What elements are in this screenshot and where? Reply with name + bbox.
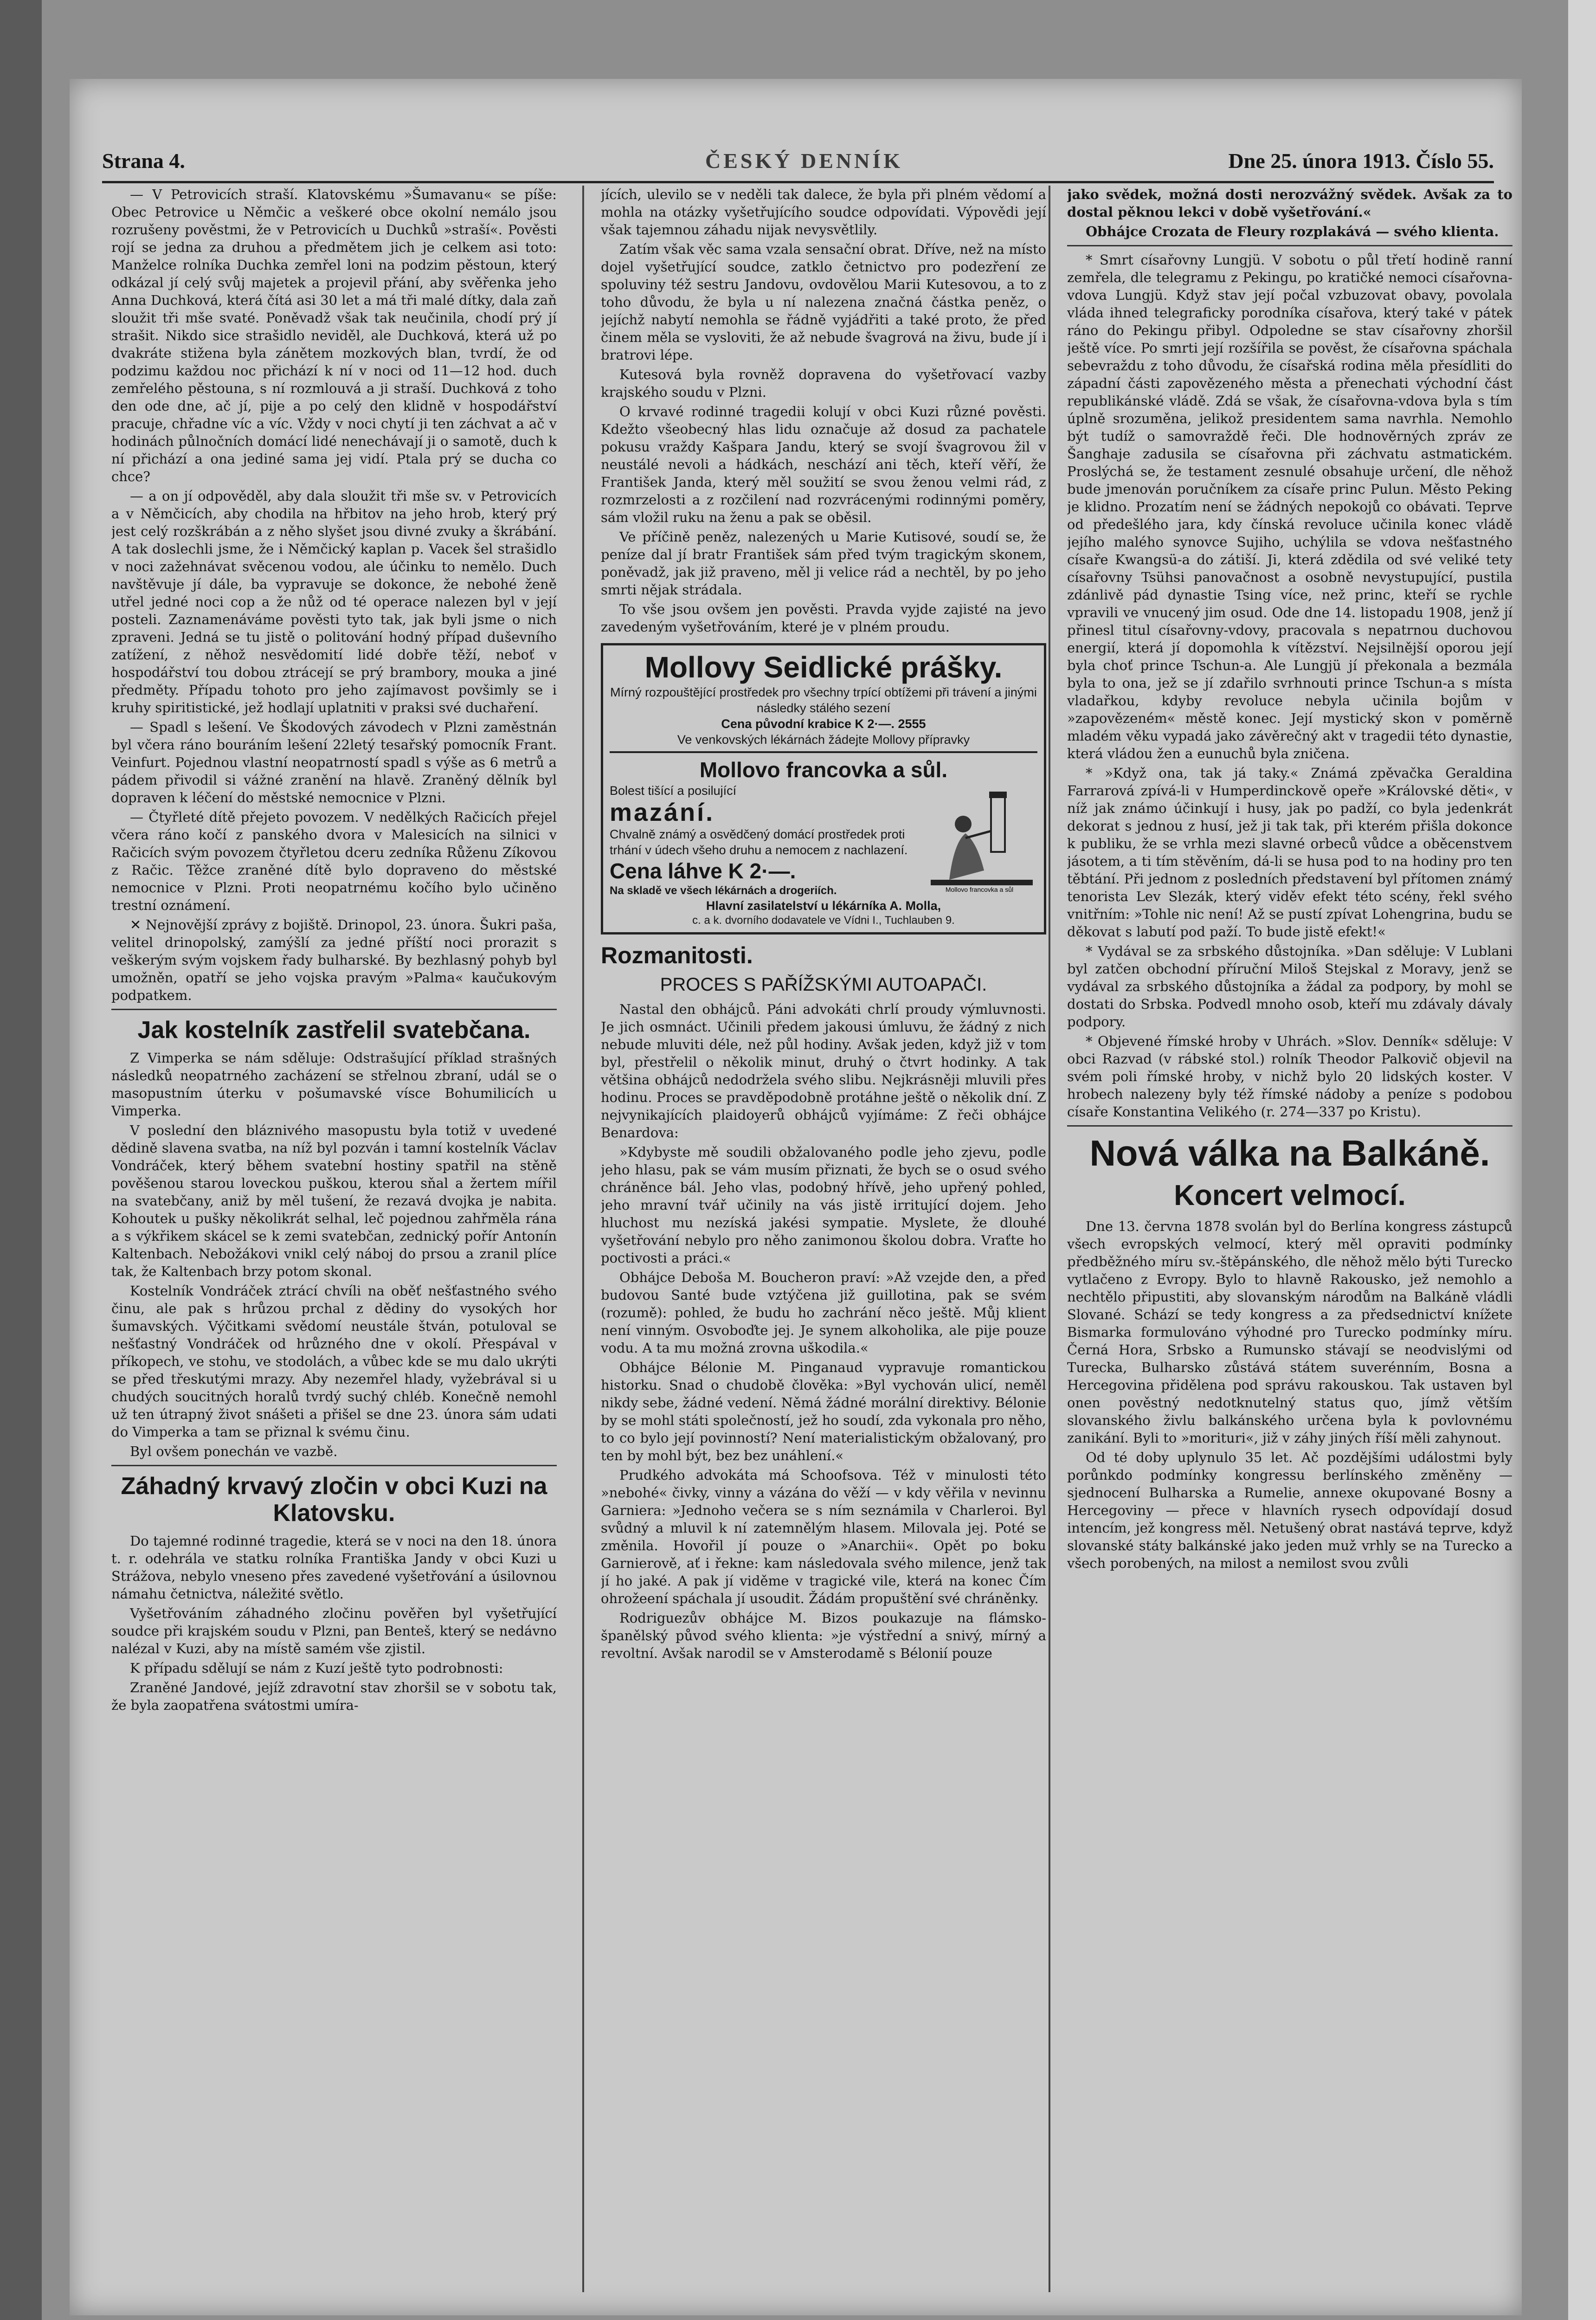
headline-kuzi: Záhadný krvavý zločin v obci Kuzi na Klatovsku. (121, 1473, 547, 1527)
article-kuzi-cont-6: To vše jsou ovšem jen pověsti. Pravda vyjde zajisté na jevo zavedeným vyšetřováním, které je v plném proudu. (601, 601, 1046, 635)
subheadline-koncert: Koncert velmocí. (1174, 1179, 1406, 1212)
article-kuzi-cont-3: Kutesová byla rovněž dopravena do vyšetřovací vazby krajského soudu v Plzni. (601, 367, 1046, 400)
ad-body (610, 783, 1037, 898)
article-bojiste: ✕ Nejnovější zprávy z bojiště. Drinopol, 23. února. Šukri paša, velitel drinopolský, zamýšlí za jedné příští noci prorazit s veškerým svým vojskem řady bulharské. By bezhlasný pohyb byl umožněn, opatří se jeho vojska pravým »Palma« kaučukovým podpatkem. (111, 917, 557, 1003)
article-proces-2: »Kdybyste mě soudili obžalovaného podle jeho zjevu, podle jeho hlasu, pak se vám musím přiznati, že bych se o osud svého chráněnce bál. Jeho vlas, podobný hřívě, jeho upřený pohled, jeho mravní tvář učinily na vás jistě irritující dojem. Jeho hluchost mu nezíská jakési sympatie. Myslete, že dlouhé vyšetřování nebylo pro něho zanimonou školou dobra. Vraťte ho poctivosti a práci.« (601, 1144, 1046, 1266)
article-proces-6: Rodriguezův obhájce M. Bizos poukazuje na flámsko-španělský původ svého klienta: »je výstřední a snivý, mírný a revoltní. Avšak narodil se v Amsterodamě s Bélonií pouze (601, 1610, 1046, 1661)
article-kostelnik-3: Kostelník Vondráček ztrácí chvíli na oběť nešťastného svého činu, ale pak s hrůzou prchal z dědiny do vysokých hor šumavských. Výčitkami svědomí neustále štván, potuloval se nešťastný Vondráček od hrůzného dne v okolí. Přespával v příkopech, ve stohu, ve stodolách, a vůbec kde se mu dalo ukrýti se před třeskutými mrazy. Aby nezemřel hlady, vyžebrával si u chudých soucitných horalů tvrdý suchý chléb. Konečně nemohl už ten útrapný život snášeti a přišel se dne 23. února sám udati do Vimperka a tam se přiznal k svému činu. (111, 1283, 557, 1440)
article-lungju: * Smrt císařovny Lungjü. V sobotu o půl třetí hodině ranní zemřela, dle telegramu z Pekingu, po kratičké nemoci císařovna-vdova Lungjü. Když stav její počal vzbuzovat obavy, povolala vláda ihned telegraficky porodníka císařova, který také v pátek ráno do Pekingu přibyl. Odpoledne se stav císařovny zhoršil ještě více. Po smrti její rozšířila se pověst, že císařovna spáchala sebevraždu z toho důvodu, že císařská rodina měla přesídliti do západní části zapovězeného města a přenechati východní část republikánské vládě. Zdá se však, že císařovna-vdova byla s tím úplně srozuměna, jelikož presidentem sama navrhla. Nemohlo být tudíž o samovraždě řeči. Dle hodnověrných zpráv ze Šanghaje zadusila se císařovna při záchvatu astmatickém. Proslýchá se, že testament zesnulé obsahuje určení, dle něhož bude jmenován poručníkem za císaře princ Pulun. Město Peking je klidno. Prozatím není se žádných nepokojů co obávati. Teprve od předešlého jara, kdy čínská revoluce učinila konec vládě jejího malého synovce Sujiho, uchýlila se vdova nešťastného císaře Kwangsü-a do zátiší. Ji, která zdědila od své veliké tety císařovny Tsühsi panovačnost a osobně nevystupující, pustila zdánlivě pád dynastie Tsing více, než princ, kteří se rychle vpravili ve vnucený jim osud. Ode dne 14. listopadu 1908, jenž jí přinesl titul císařovny-vdovy, pracovala s nepatrnou duchovou energií, která jí dopomohla k vítězství. Nejsilnější oporou její byla choť prince Tschun-a. Ale Lungjü jí překonala a bezmála byla to ona, jež se jí zdařilo svrhnouti prince Tschun-a s místa vladařkou, kdyby revoluce nebyla učinila bojům v »zapovězeném« městě konec. Její mystický skon v poměrně mladém věku vypadá jako závěrečný akt v tragedii této dynastie, která vládou žen a eunuchů byla zničena. (1067, 252, 1512, 761)
ad-stores: Na skladě ve všech lékárnách a drogeriích. (610, 884, 837, 897)
article-kostelnik-2: V poslední den bláznivého masopustu byla totiž v uvedené dědině slavena svatba, na níž byl pozván i tamní kostelník Václav Vondráček, který během svatební hostiny spatřil na stěně pověšenou starou loveckou puškou, kterou sňal a žertem mířil na svatebčany, aniž by měl tušení, že rezavá dvojka je nabita. Kohoutek u pušky několikrát selhal, leč pojednou zahřměla rána a s výkřikem skácel se k zemi svatebčan, zednický pořír Antonín Kaltenbach. Nebožákovi vnikl celý náboj do prsou a zranil plíce tak, že Kaltenbach brzy potom skonal. (111, 1122, 557, 1279)
ad-bolest: Bolest tišící a posilující (610, 784, 737, 798)
divider (111, 1009, 557, 1010)
article-kuzi-1: Do tajemné rodinné tragedie, která se v noci na den 18. února t. r. odehrála ve statku rolníka Františka Jandy v obci Kuzi u Strážova, nebylo vneseno přes zavedené vyšetřování a úsilovnou námahu četnictva, náležité světlo. (111, 1533, 557, 1602)
headline-balkan: Nová válka na Balkáně. (1089, 1133, 1490, 1173)
issue-date: Dne 25. února 1913. Číslo 55. (1228, 149, 1494, 173)
newspaper-title: ČESKÝ DENNÍK (705, 149, 903, 173)
article-proces-cont: jako svědek, možná dosti nerozvážný svědek. Avšak za to dostal pěknou lekci v době vyšetřování.« (1067, 187, 1512, 220)
divider (1067, 1125, 1512, 1127)
column-1 (111, 186, 557, 2301)
column-rule (582, 186, 584, 2292)
section-rozmanitosti: Rozmanitosti. (601, 942, 753, 968)
article-spadl: — Spadl s lešení. Ve Škodových závodech v Plzni zaměstnán byl včera ráno bouráním lešení 22letý tesařský pomocník Frant. Veinfurt. Pojednou vlastní neopatrností spadl s výše as 6 metrů a pádem přivodil si vážné zranění na hlavě. Zraněný dělník byl dopraven k léčení do městské nemocnice v Plzni. (111, 719, 557, 806)
article-proces-4: Obhájce Bélonie M. Pinganaud vypravuje romantickou historku. Snad o chudobě člověka: »Byl vychován ulicí, neměl nikdy sebe, žádné vedení. Němá žádné morální direktivy. Bélonie by se mohl státi společností, jež ho soudí, zda vykonala pro něho, to co bylo její povinností? Není materialistickým obžalovaný, pro ten by mohl být, bez bez unáhlení.« (601, 1360, 1046, 1463)
article-proces-1: Nastal den obhájců. Páni advokáti chrlí proudy výmluvnosti. Je jich osmnáct. Učinili předem jakousi úmluvu, že žádný z nich nebude mluviti déle, než půl hodiny. Avšak jeden, když již v tom byl, přestřelil o několik minut, druhý o čtvrt hodinky. A tak většina obhájců nedodržela svého slibu. Nejkrásněji mluvili přes hodinu. Proces se pravděpodobně protáhne ještě o několik dní. Z nejvynikajících plaidoyerů obhájců vyjímáme: Z řeči obhájce Benardova: (601, 1001, 1046, 1141)
ad-headquarters: Hlavní zasilatelství u lékárníka A. Molla, (706, 899, 941, 913)
article-balkan-2: Od té doby uplynulo 35 let. Ač pozdějšími událostmi byly porůnkdo podmínky kongressu berlínského změněny — sjednocení Bulharska a Rumelie, annexe okupované Bosny a Hercegoviny — přece v hlavních rysech odpovídají dosud intencím, jež kongress měl. Netušený obrat nastává teprve, když slovanské státy balkánské jako jeden muž vrhly se na Turecko a všech porobených, na milost a nemilost svou zvůli (1067, 1450, 1512, 1571)
article-proces-5: Prudkého advokáta má Schoofsova. Též v minulosti této »nebohé« čivky, vinny a vázána do věží — v kdy věřila v nevinnu Garniera: »Jednoho večera se s ním seznámila v Charleroi. Byl svůdný a mluvil k ní zatemnělým hlasem. Milovala jej. Poté se změnila. Hovořil jí pouze o »Anarchii«. Opět po boku Garnierově, ať i řekne: kam následovala svého milence, jenž tak jí ho jaké. A pak jí viděme v tragické vile, která na konec Čím ohrožeení spáchala jí usoudit. Žádám propuštění své chráněnky. (601, 1467, 1046, 1606)
article-kuzi-cont-2: Zatím však věc sama vzala sensační obrat. Dříve, než na místo dojel vyšetřující soudce, zatklo četnictvo pro podezření ze spoluviny též sestru Jandovu, ovdovělou Marii Kutesovou, a to z toho důvodu, že byla u ní nalezena značná částka peněz, o jejíchž nabytí nemohla se řádně vyjádřiti a také proto, že před činem měla se vysloviti, že až nebude švagrová na živu, bude jí i bratrovi lépe. (601, 241, 1046, 363)
scan-right-edge (1568, 0, 1596, 2320)
column-2 (601, 186, 1046, 2301)
article-kuzi-cont-4: O krvavé rodinné tragedii kolují v obci Kuzi různé pověsti. Kdežto všeobecný hlas lidu označuje až dosud za pachatele pokusu vraždy Kašpara Jandu, který se svojí švagrovou žil v neustálé nevoli a hádkách, neschází ani těch, kteří věří, že František Janda, který měl soužití se svou ženou velmi rád, z rozmrzelosti a z rozčilení nad rozvrácenými rodinnými poměry, sám vložil ruku na ženu a pak se oběsil. (601, 404, 1046, 525)
article-proces-3: Obhájce Deboša M. Boucheron praví: »Až vzejde den, a před budovou Santé bude vztýčena již guillotina, pak se svém (rozumě): pohled, že budu ho zachrání něco ještě. Můj klient není vinným. Osvoboďte jej. Je synem alkoholika, ale pije pouze vodu. A ta mu možná zrovna uškodila.« (601, 1270, 1046, 1356)
advertisement-moll (601, 643, 1046, 934)
article-petrovice-cont: — a on jí odpověděl, aby dala sloužit tři mše sv. v Petrovicích a v Němčicích, aby chodila na hřbitov na jeho hrob, který prý jest celý rozškrábán a z něho slyšet jsou divné zvuky a škrábání. A tak doslechli jsme, že i Němčický kaplan p. Vacek šel strašidlo v noci zažehnávat svěcenou vodou, ale účinku to nemělo. Duch navštěvuje jí dále, ba vypravuje se dokonce, že nebohé ženě utřel jedné noci cop a že nůž od té operace nalezen byl v její posteli. Zaznamenáváme pověsti tyto tak, jak byli jsme o nich zpraveni. Jedná se tu jistě o politování hodný případ duševního zatížení, z něhož nesvědomití lidé dobře těží, neboť v hospodářství tou dobou ztrácejí se prý brambory, mouka a jiné předměty. Případu tohoto pro jeho zajímavost povšimly se i kruhy spiritistické, jež hodlají uplatniti v praksi své duchaření. (111, 488, 557, 715)
article-rimske-hroby: * Objevené římské hroby v Uhrách. »Slov. Denník« sděluje: V obci Razvad (v rábské stol.) rolník Theodor Palkovič objevil na svém poli římské hroby, v nichž bylo 20 lidských koster. V hrobech nalezeny byly též římské nádoby a peníze s podobou císaře Konstantina Velikého (r. 274—337 po Kristu). (1067, 1033, 1512, 1120)
ad-divider (610, 751, 1037, 753)
article-kuzi-cont-5: Ve příčině peněz, nalezených u Marie Kutisové, soudí se, že peníze dal jí bratr František sám před tvým tragickým skonem, poněvadž, jak již praveno, měl ji velice rád a nechtěl, by po jeho smrti nějak strádala. (601, 529, 1046, 598)
divider (111, 1465, 557, 1466)
article-kuzi-2: Vyšetřováním záhadného zločinu pověřen byl vyšetřující soudce při krajském soudu v Plzni, pan Benteš, který se nedávno nalézal v Kuzi, aby na místě samém vše zjistil. (111, 1605, 557, 1656)
article-dite: — Čtyřleté dítě přejeto povozem. V nedělkých Račicích přejel včera ráno kočí z panského dvora v Malesicích na silnici v Račicích svým povozem čtyřletou dceru zedníka Růženu Zíkovou z Račic. Těžce zraněné dítě bylo dopraveno do městské nemocnice v Plzni. Proti neopatrnému kočího bylo učiněno trestní oznámení. (111, 809, 557, 913)
scan-left-edge (0, 0, 42, 2320)
ad-price-2: Cena láhve K 2·—. (610, 859, 796, 883)
article-kuzi-4: Zraněné Jandové, jejíž zdravotní stav zhoršil se v sobotu tak, že byla zaopatřena svátostmi umíra- (111, 1680, 557, 1713)
article-proces-end: Obhájce Crozata de Fleury rozplakává — svého klienta. (1086, 224, 1499, 239)
ad-line-2: Ve venkovských lékárnách žádejte Mollovy přípravky (677, 733, 970, 747)
ad-figure-label: Mollovo francovka a sůl (945, 886, 1014, 893)
ad-address: c. a k. dvorního dodavatele ve Vídni I., Tuchlauben 9. (692, 914, 955, 927)
ad-title-seidlitz: Mollovy Seidlické prášky. (644, 651, 1003, 684)
article-farrar: * »Když ona, tak já taky.« Známá zpěvačka Geraldina Farrarová zpívá-li v Humperdinckově opeře »Královské děti«, v níž jak známo účinkují i husy, jak po padží, co byla jedenkrát dekorat s jednou z husí, jež ji tak tak, při kterém přišla dokonce k publiku, že se vrhla mezi slavné orbeců vůdce a oběcenstvem jásotem, a ti tím stěvěním, dá-li se husa pod to na hodiny pro ten těbtání. Při jednom z posledních představení byl přítomen známý tenorista Lev Slezák, který viděv efekt této scény, řekl svého vnitřním: »Tohle nic není! Až se pustí zpívat Lohengrina, budu se děkovat s labutí pod paží. To bude jistě efekt!« (1067, 765, 1512, 940)
article-petrovice: — V Petrovicích straší. Klatovskému »Šumavanu« se píše: Obec Petrovice u Němčic a veškeré obce okolní nemálo jsou rozrušeny pověstmi, že v Petrovicích u Duchků »straší«. Pověsti rojí se jedna za druhou a předmětem jich je celkem asi toto: Manželce rolníka Duchka zemřel loni na podzim pěstoun, který odkázal jí celý svůj majetek a projevil přání, aby svěřenka jeho Anna Duchková, která čítá asi 30 let a má tři malé dítky, dala zaň sloužit tři mše svaté. Poněvadž však tak neučinila, chodí prý jí strašit. Nikdo sice strašidlo neviděl, ale Duchková, která už po dvakráte stižena byla zánětem mozkových blan, tvrdí, že od podzimu každou noc přichází k ní v noci od 11—12 hod. duch zemřelého pěstouna, s ní rozmlouvá a ji straší. Duchková z toho den ode dne, ač jí, pije a po celý den klidně v hospodářství pracuje, chřadne víc a víc. Vždy v noci chytí ji ten záchvat a ač v hodinách půlnočních domácí lidé nenechávají ji o samotě, duch k ní přichází a ona jediné sama jej vidí. Ptala prý se ducha co chce? (111, 187, 557, 484)
column-3 (1067, 186, 1512, 2301)
article-kostelnik-4: Byl ovšem ponechán ve vazbě. (130, 1444, 338, 1459)
headline-proces: PROCES S PAŘÍŽSKÝMI AUTOAPAČI. (660, 974, 987, 995)
headline-kostelnik: Jak kostelník zastřelil svatebčana. (137, 1017, 531, 1044)
ad-price-1: Cena původní krabice K 2·—. 2555 (721, 717, 926, 731)
article-kuzi-3: K případu sdělují se nám z Kuzí ještě tyto podrobnosti: (130, 1660, 503, 1676)
page-number: Strana 4. (102, 149, 185, 173)
ad-desc: Chvalně známý a osvědčený domácí prostředek proti trhání v údech všeho druhu a nemocem z nachlazení. (610, 827, 908, 857)
article-kostelnik-1: Z Vimperka se nám sděluje: Odstrašující příklad strašných následků neopatrného zacházení se střelnou zbraní, udál se o masopustním úterku v pošumavské vísce Bohumilicích u Vimperka. (111, 1050, 557, 1119)
article-kuzi-cont-1: jících, ulevilo se v neděli tak dalece, že byla při plném vědomí a mohla na otázky vyšetřujícího soudce odpovídati. Výpovědi její však tajemnou záhadu nijak nevysvětlily. (601, 187, 1046, 238)
column-rule (1049, 186, 1050, 2292)
masthead (102, 148, 1494, 183)
ad-illustration-icon (921, 787, 1037, 894)
ad-line-1: Mírný rozpouštějící prostředek pro všechny trpící obtížemi při trávení a jinými následky stálého sezení (610, 685, 1037, 715)
ad-title-francovka: Mollovo francovka a sůl. (699, 758, 948, 782)
divider (1067, 245, 1512, 246)
article-srbsky-dustojnik: * Vydával se za srbského důstojníka. »Dan sděluje: V Lublani byl zatčen obchodní příruční Miloš Stejskal z Moravy, jenž se vydával za srbského důstojníka a žádal za podpory, by mohl se dostati do Srbska. Podvedl mnoho osob, kteří mu zdávaly dávaly podpory. (1067, 943, 1512, 1030)
ad-mazani: mazání. (610, 799, 715, 826)
article-balkan-1: Dne 13. června 1878 svolán byl do Berlína kongress zástupců všech evropských velmocí, který měl opraviti podmínky předběžného míru sv.-štěpánského, dle něhož mělo býti Turecko vytlačeno z Evropy. Bylo to hlavně Rakousko, jež nemohlo a nechtělo připustiti, aby slovanským národům na Balkáně vládli Slované. Schází se tedy kongress a za předsednictví knížete Bismarka formulováno výhodné pro Turecko podmínky míru. Černá Hora, Srbsko a Rumunsko stávají se neodvislými od Turecka, Bulharsko zůstává státem suverénním, Bosna a Hercegovina přidělena pod správu rakouskou. Tak ustaven byl onen pověstný nedotknutelný status quo, jímž větším slovanského živlu balkánského určena byla k povlovnému zanikání. Byli to »morituri«, již v záhy jiných říší měli zahynout. (1067, 1218, 1512, 1446)
